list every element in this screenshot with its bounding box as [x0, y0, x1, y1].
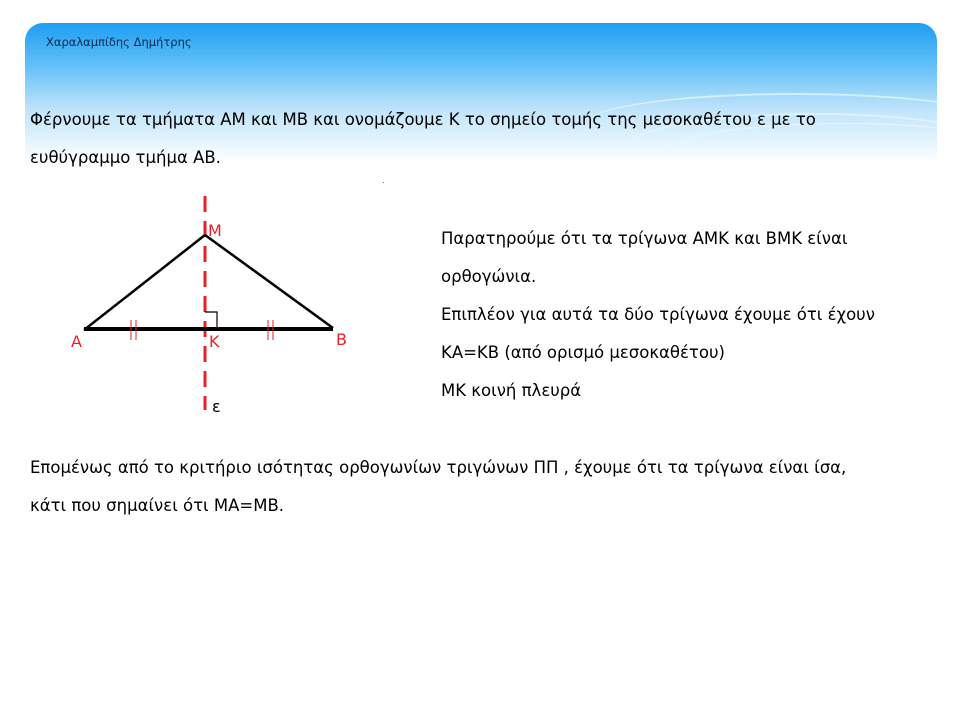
intro-paragraph: [30, 101, 935, 177]
intro-line-1: Φέρνουμε τα τμήματα ΑΜ και ΜΒ και ονομάζουμε Κ το σημείο τομής της μεσοκαθέτου ε με το: [30, 110, 816, 129]
segment-AM: [84, 235, 205, 330]
observation-line-1: Παρατηρούμε ότι τα τρίγωνα ΑΜΚ και ΒΜΚ είναι: [441, 229, 848, 248]
observation-line-4: ΚΑ=ΚΒ (από ορισμό μεσοκαθέτου): [441, 343, 725, 362]
label-epsilon: ε: [212, 397, 221, 416]
observation-line-2: ορθογώνια.: [441, 267, 537, 286]
observation-line-5: ΜΚ κοινή πλευρά: [441, 381, 582, 400]
label-M: M: [208, 221, 222, 240]
label-K: K: [209, 332, 220, 351]
observation-paragraph: [441, 220, 936, 410]
label-B: B: [336, 330, 347, 349]
conclusion-line-2: κάτι που σημαίνει ότι ΜΑ=ΜΒ.: [30, 496, 285, 515]
conclusion-paragraph: [30, 449, 935, 525]
triangle-figure: [60, 190, 390, 420]
intro-line-2: ευθύγραμμο τμήμα ΑΒ.: [30, 148, 221, 167]
segment-MB: [205, 235, 333, 328]
observation-line-3: Επιπλέον για αυτά τα δύο τρίγωνα έχουμε ότι έχουν: [441, 305, 875, 324]
right-angle-mark: [205, 312, 217, 329]
label-A: A: [71, 332, 82, 351]
author-name: Χαραλαμπίδης Δημήτρης: [46, 35, 192, 49]
stray-dot: .: [382, 176, 385, 185]
conclusion-line-1: Επομένως από το κριτήριο ισότητας ορθογωνίων τριγώνων ΠΠ , έχουμε ότι τα τρίγωνα είναι ίσα,: [30, 458, 847, 477]
